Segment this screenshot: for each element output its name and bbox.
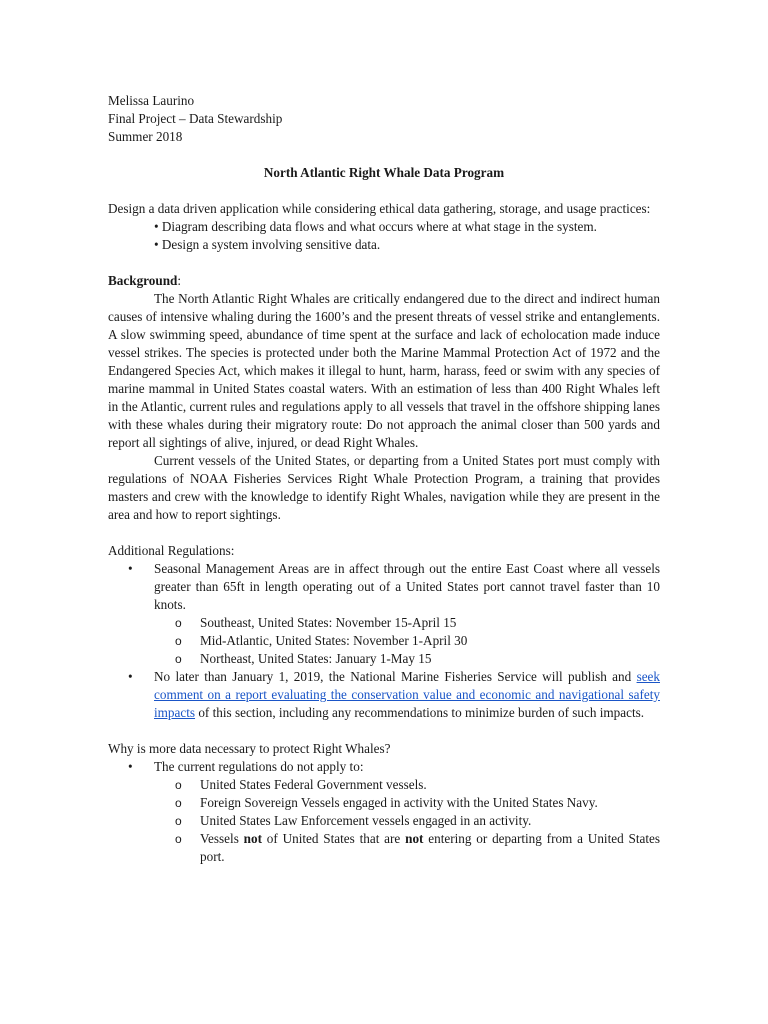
circle-bullet-icon: o: [175, 616, 182, 630]
report-link[interactable]: seek comment on a report evaluating the conservation value and economic and navigational safety impacts: [154, 669, 660, 720]
intro-section: [108, 200, 660, 254]
project-name: Final Project – Data Stewardship: [108, 111, 283, 126]
list-item: [154, 776, 660, 794]
bullet-icon: •: [128, 561, 133, 576]
season-text: Northeast, United States: January 1-May 15: [200, 651, 432, 666]
regulations-list: [108, 560, 660, 722]
circle-bullet-icon: o: [175, 652, 182, 666]
season-text: Mid-Atlantic, United States: November 1-April 30: [200, 633, 468, 648]
regulation-text-part: No later than January 1, 2019, the National Marine Fisheries Service will publish and: [154, 669, 637, 684]
list-item: [108, 668, 660, 722]
text-part: entering or departing from a United States port.: [200, 831, 660, 864]
term: Summer 2018: [108, 129, 183, 144]
intro-bullet: • Diagram describing data flows and what occurs where at what stage in the system.: [154, 219, 597, 234]
document-title: North Atlantic Right Whale Data Program: [263, 165, 505, 180]
exemption-text: Foreign Sovereign Vessels engaged in activity with the United States Navy.: [200, 795, 598, 810]
circle-bullet-icon: o: [175, 796, 182, 810]
exemption-text: United States Federal Government vessels.: [200, 777, 427, 792]
why-heading: Why is more data necessary to protect Right Whales?: [108, 741, 391, 756]
circle-bullet-icon: o: [175, 634, 182, 648]
list-item: [154, 830, 660, 866]
emphasis-not: not: [243, 831, 262, 846]
exemption-text: [200, 830, 660, 866]
season-text: Southeast, United States: November 15-April 15: [200, 615, 457, 630]
list-item: [154, 632, 660, 650]
additional-regulations-heading: Additional Regulations:: [108, 543, 235, 558]
regulation-text: Seasonal Management Areas are in affect through out the entire East Coast where all vessels greater than 65ft in length operating out of a United States port cannot travel faster than 10 knots.: [154, 561, 660, 612]
list-item: [154, 650, 660, 668]
list-item: [154, 794, 660, 812]
why-list: [108, 758, 660, 866]
list-item: [108, 560, 660, 668]
intro-text: Design a data driven application while considering ethical data gathering, storage, and usage practices:: [108, 201, 651, 216]
season-list: [154, 614, 660, 668]
author-name: Melissa Laurino: [108, 93, 195, 108]
circle-bullet-icon: o: [175, 814, 182, 828]
bullet-icon: •: [128, 669, 133, 684]
text-part: Vessels: [200, 831, 244, 846]
intro-bullet: • Design a system involving sensitive data.: [154, 237, 381, 252]
circle-bullet-icon: o: [175, 832, 182, 846]
document-body: [108, 92, 660, 866]
bullet-icon: •: [128, 759, 133, 774]
background-paragraph-2: Current vessels of the United States, or departing from a United States port must comply with regulations of NOAA Fisheries Services Right Whale Protection Program, a training that provides masters and crew with the knowledge to identify Right Whales, navigation while they are present in the area and how to report sightings.: [108, 453, 660, 522]
list-item: [108, 758, 660, 866]
why-bullet-text: The current regulations do not apply to:: [154, 759, 364, 774]
regulation-text-part: of this section, including any recommendations to minimize burden of such impacts.: [195, 705, 645, 720]
background-colon: :: [177, 273, 182, 288]
exemption-text: United States Law Enforcement vessels engaged in an activity.: [200, 813, 532, 828]
list-item: [154, 614, 660, 632]
document-header: [108, 92, 660, 146]
why-section: [108, 740, 660, 866]
regulation-text: [154, 668, 660, 722]
exemption-list: [154, 776, 660, 866]
background-paragraph-1: The North Atlantic Right Whales are critically endangered due to the direct and indirect human causes of intensive whaling during the 1600’s and the present threats of vessel strike and entanglements. A slow swimming speed, abundance of time spent at the surface and lack of echolocation made induce vessel strikes. The species is protected under both the Marine Mammal Protection Act of 1972 and the Endangered Species Act, which makes it illegal to hunt, harm, harass, feed or swim with any species of marine mammal in United States coastal waters. With an estimation of less than 400 Right Whales left in the Atlantic, current rules and regulations apply to all vessels that travel in the offshore shipping lanes with these whales during their migratory route: Do not approach the animal closer than 500 yards and report all sightings of alive, injured, or dead Right Whales.: [108, 291, 660, 450]
background-heading: Background: [108, 273, 178, 288]
circle-bullet-icon: o: [175, 778, 182, 792]
emphasis-not: not: [405, 831, 424, 846]
list-item: [154, 812, 660, 830]
background-section: [108, 272, 660, 524]
text-part: of United States that are: [261, 831, 406, 846]
additional-regulations-section: [108, 542, 660, 722]
